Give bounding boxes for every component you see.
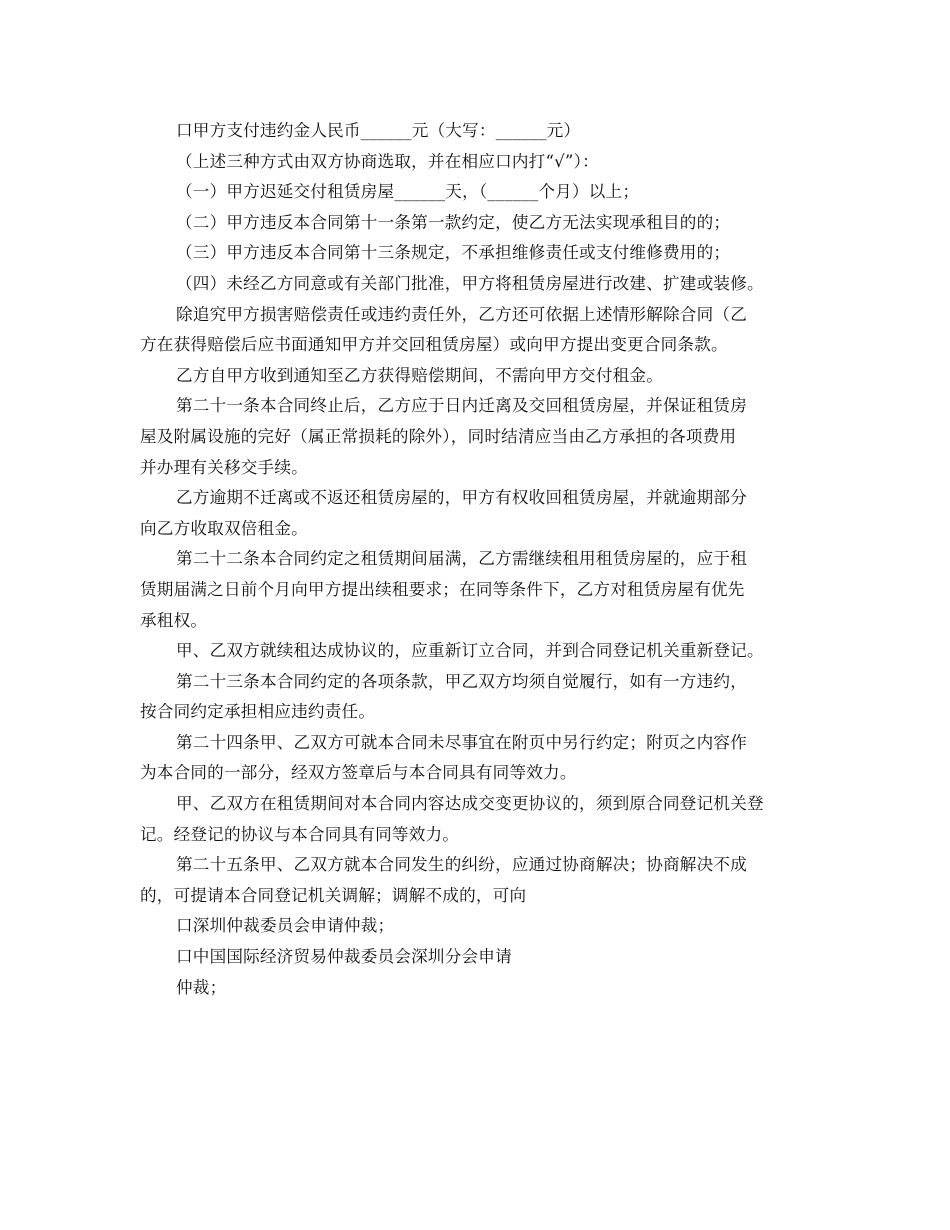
text-line: 口甲方支付违约金人民币______元（大写：______元） xyxy=(176,121,581,140)
text-line: 仲裁； xyxy=(176,977,227,997)
text-line: 为本合同的一部分，经双方签章后与本合同具有同等效力。 xyxy=(140,763,577,783)
text-line: （四）未经乙方同意或有关部门批准，甲方将租赁房屋进行改建、扩建或装修。 xyxy=(176,273,764,293)
document-body xyxy=(140,116,816,1003)
text-line: 甲、乙双方就续租达成协议的，应重新订立合同，并到合同登记机关重新登记。 xyxy=(176,641,764,661)
text-line: 第二十四条甲、乙双方可就本合同未尽事宜在附页中另行约定；附页之内容作 xyxy=(176,732,747,752)
text-line: （二）甲方违反本合同第十一条第一款约定，使乙方无法实现承租目的的； xyxy=(176,212,731,232)
text-line: 按合同约定承担相应违约责任。 xyxy=(140,702,376,722)
text-line: 并办理有关移交手续。 xyxy=(140,457,308,477)
text-line: 口深圳仲裁委员会申请仲裁； xyxy=(176,916,395,936)
text-line: 承租权。 xyxy=(140,610,208,630)
text-line: 第二十二条本合同约定之租赁期间届满，乙方需继续租用租赁房屋的，应于租 xyxy=(176,549,747,569)
text-line: 乙方逾期不迁离或不返还租赁房屋的，甲方有权收回租赁房屋，并就逾期部分 xyxy=(176,488,747,508)
text-line: 方在获得赔偿后应书面通知甲方并交回租赁房屋）或向甲方提出变更合同条款。 xyxy=(140,335,728,355)
text-line: 屋及附属设施的完好（属正常损耗的除外），同时结清应当由乙方承担的各项费用 xyxy=(140,426,737,446)
text-line: 向乙方收取双倍租金。 xyxy=(140,518,308,538)
text-line: （三）甲方违反本合同第十三条规定，不承担维修责任或支付维修费用的； xyxy=(176,243,731,263)
text-line: （一）甲方迟延交付租赁房屋______天，（______个月）以上； xyxy=(176,182,640,202)
text-line: 除追究甲方损害赔偿责任或违约责任外，乙方还可依据上述情形解除合同（乙 xyxy=(176,304,747,324)
text-line: 甲、乙双方在租赁期间对本合同内容达成交变更协议的，须到原合同登记机关登 xyxy=(176,794,764,814)
text-line: 乙方自甲方收到通知至乙方获得赔偿期间，不需向甲方交付租金。 xyxy=(176,365,664,385)
text-line: 第二十一条本合同终止后，乙方应于日内迁离及交回租赁房屋，并保证租赁房 xyxy=(176,396,747,416)
text-line: （上述三种方式由双方协商选取，并在相应口内打“√”）： xyxy=(176,151,599,171)
text-line: 记。经登记的协议与本合同具有同等效力。 xyxy=(140,824,460,844)
text-line: 口中国国际经济贸易仲裁委员会深圳分会申请 xyxy=(176,947,512,967)
text-line: 第二十五条甲、乙双方就本合同发生的纠纷，应通过协商解决；协商解决不成 xyxy=(176,855,747,875)
text-line: 赁期届满之日前个月向甲方提出续租要求；在同等条件下，乙方对租赁房屋有优先 xyxy=(140,579,745,599)
text-line: 第二十三条本合同约定的各项条款，甲乙双方均须自觉履行，如有一方违约， xyxy=(176,671,747,691)
text-line: 的，可提请本合同登记机关调解；调解不成的，可向 xyxy=(140,885,527,905)
